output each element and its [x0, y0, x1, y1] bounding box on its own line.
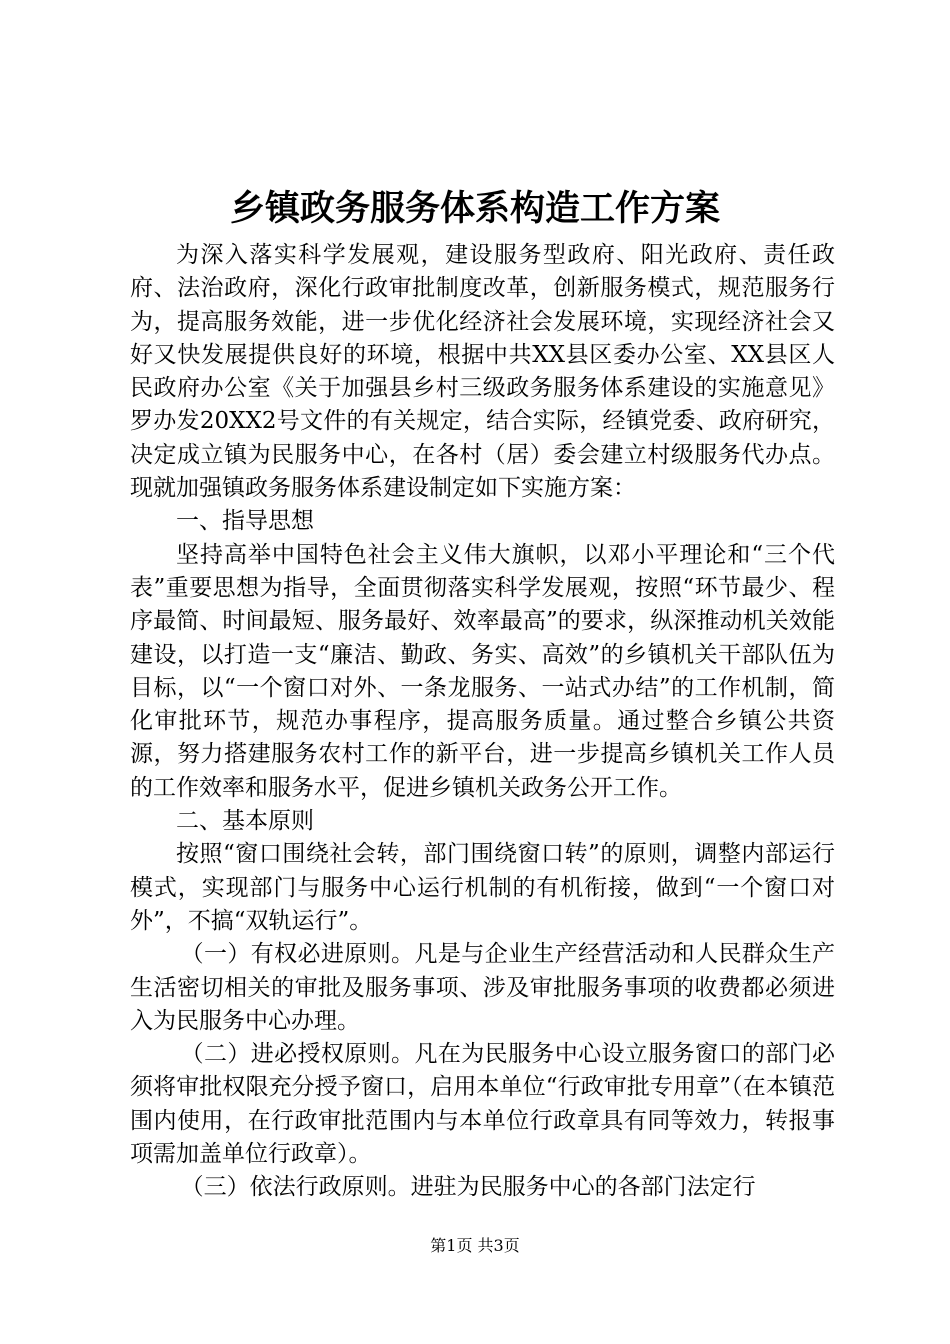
section-heading-basic-principles: 二、基本原则 [176, 808, 314, 835]
principle-3-paragraph: （三）依法行政原则。进驻为民服务中心的各部门法定行 [180, 1174, 756, 1201]
document-body [130, 239, 835, 1205]
section-heading-guiding-ideology: 一、指导思想 [176, 508, 314, 535]
principle-2-paragraph: （二）进必授权原则。凡在为民服务中心设立服务窗口的部门必须将审批权限充分授予窗口，启用本单位“行政审批专用章”（在本镇范围内使用，在行政审批范围内与本单位行政章具有同等效力，转报事项需加盖单位行政章）。 [130, 1041, 835, 1168]
page-number-footer: 第1页 共3页 [430, 1236, 520, 1255]
principle-1-paragraph: （一）有权必进原则。凡是与企业生产经营活动和人民群众生产生活密切相关的审批及服务事项、涉及审批服务事项的收费都必须进入为民服务中心办理。 [130, 941, 835, 1034]
basic-principles-paragraph: 按照“窗口围绕社会转，部门围绕窗口转”的原则，调整内部运行模式，实现部门与服务中心运行机制的有机衔接，做到“一个窗口对外”，不搞“双轨运行”。 [130, 841, 835, 934]
page-title: 乡镇政务服务体系构造工作方案 [229, 189, 720, 229]
intro-paragraph: 为深入落实科学发展观，建设服务型政府、阳光政府、责任政府、法治政府，深化行政审批制度改革，创新服务模式，规范服务行为，提高服务效能，进一步优化经济社会发展环境，实现经济社会又好又快发展提供良好的环境，根据中共XX县区委办公室、XX县区人民政府办公室《关于加强县乡村三级政务服务体系建设的实施意见》罗办发20XX2号文件的有关规定，结合实际，经镇党委、政府研究，决定成立镇为民服务中心，在各村（居）委会建立村级服务代办点。现就加强镇政务服务体系建设制定如下实施方案： [130, 242, 835, 502]
guiding-ideology-paragraph: 坚持高举中国特色社会主义伟大旗帜，以邓小平理论和“三个代表”重要思想为指导，全面贯彻落实科学发展观，按照“环节最少、程序最简、时间最短、服务最好、效率最高”的要求，纵深推动机关效能建设，以打造一支“廉洁、勤政、务实、高效”的乡镇机关干部队伍为目标，以“一个窗口对外、一条龙服务、一站式办结”的工作机制，简化审批环节，规范办事程序，提高服务质量。通过整合乡镇公共资源，努力搭建服务农村工作的新平台，进一步提高乡镇机关工作人员的工作效率和服务水平，促进乡镇机关政务公开工作。 [130, 541, 835, 801]
